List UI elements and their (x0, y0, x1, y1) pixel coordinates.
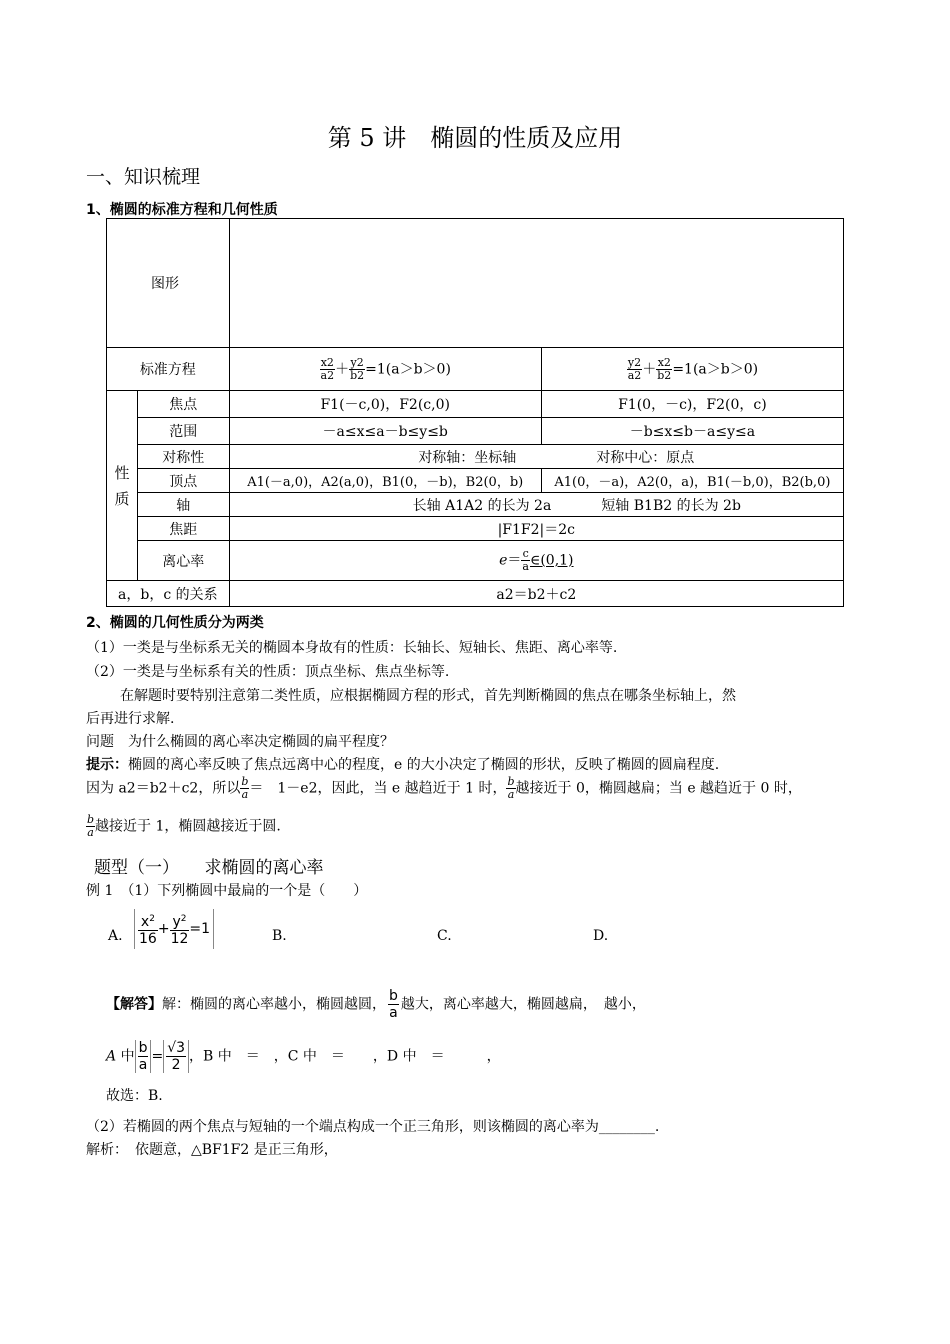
symmetry-value (229, 445, 843, 469)
hint-text: 椭圆的离心率反映了焦点远离中心的程度，e 的大小决定了椭圆的形状，反映了椭圆的圆扁程度. (128, 757, 720, 773)
example-1: 例 1 （1）下列椭圆中最扁的一个是（ ） (86, 883, 368, 899)
frac-b-a-box-2: $\frac{b}{a}$ (135, 1040, 152, 1073)
row-eq-label: 标准方程 (107, 348, 230, 391)
standard-equation-2: $\frac{y2}{a2}$ ＋ $\frac{x2}{b2}$ =1(a＞b＞0) (541, 348, 843, 391)
answer-1b: 越大，离心率越大，椭圆越扁， 越小， (400, 996, 646, 1013)
graph-area (229, 219, 843, 348)
hint-label: 提示： (86, 757, 128, 773)
symmetry-center: 对称中心：原点 (596, 449, 695, 466)
frac-y2-a2: $\frac{y2}{a2}$ (627, 355, 642, 382)
answer-1a: 解：椭圆的离心率越小，椭圆越圆， (162, 996, 386, 1013)
hint3-text: 越接近于 1，椭圆越接近于圆. (95, 818, 281, 835)
range-2: －b≤x≤b－a≤y≤a (541, 418, 843, 445)
vertex-1: A1(－a,0)，A2(a,0)，B1(0，－b)，B2(0，b) (229, 469, 541, 493)
frac-c-a: $\frac{c}{a}$ (522, 547, 529, 573)
frac-y2-b2: $\frac{y2}{b2}$ (350, 355, 365, 382)
hint-line-1 (86, 754, 719, 774)
frac-x2-a2: $\frac{x2}{a2}$ (320, 355, 335, 382)
question-2: （2）若椭圆的两个焦点与短轴的一个端点构成一个正三角形，则该椭圆的离心率为________. (86, 1119, 660, 1135)
option-a-box: $\frac{x^2}{16}$ + $\frac{y^2}{12}$ =1 (134, 909, 214, 949)
hint-line-2 (86, 776, 802, 801)
frac-sqrt3-2: $\frac{√3}{2}$ (163, 1040, 189, 1073)
properties-group-label (107, 391, 138, 581)
range-1: －a≤x≤a－b≤y≤b (229, 418, 541, 445)
vertex-label: 顶点 (137, 469, 229, 493)
ellipse-properties-table (106, 218, 844, 607)
section-heading: 一、知识梳理 (86, 166, 201, 188)
answer-label: 【解答】 (106, 996, 162, 1013)
paragraph-1: （1）一类是与坐标系无关的椭圆本身故有的性质：长轴长、短轴长、焦距、离心率等. (86, 640, 618, 656)
option-a-formula (134, 909, 214, 949)
option-b-label: B. (272, 928, 287, 944)
symmetry-axis: 对称轴：坐标轴 (418, 449, 517, 466)
foci-2: F1(0，－c)，F2(0，c) (541, 391, 843, 418)
foci-1: F1(－c,0)，F2(c,0) (229, 391, 541, 418)
page-title: 第 5 讲 椭圆的性质及应用 (327, 124, 623, 152)
answer-line-1 (106, 988, 646, 1021)
axis-short: 短轴 B1B2 的长为 2b (601, 497, 741, 514)
relation-value: a2＝b2＋c2 (229, 581, 843, 607)
eccentricity-label: 离心率 (137, 541, 229, 581)
option-a-label: A. (108, 928, 123, 944)
paragraph-3a: 在解题时要特别注意第二类性质，应根据椭圆方程的形式，首先判断椭圆的焦点在哪条坐标轴上，然 (120, 688, 736, 704)
hint2-a: 因为 a2＝b2＋c2，所以 (86, 780, 241, 797)
eccentricity-range: ∈(0,1) (529, 552, 574, 569)
frac-x2-b2: $\frac{x2}{b2}$ (657, 355, 672, 382)
vertex-2: A1(0，－a)，A2(0，a)，B1(－b,0)，B2(b,0) (541, 469, 843, 493)
eccentricity-value: e＝ $\frac{c}{a}$ ∈(0,1) (229, 541, 843, 581)
subsection-heading-2: 2、椭圆的几何性质分为两类 (86, 615, 264, 631)
axis-value (229, 493, 843, 517)
group-label-text: 性质 (114, 463, 130, 508)
eq2-tail: =1(a＞b＞0) (672, 361, 759, 377)
question: 问题 为什么椭圆的离心率决定椭圆的扁平程度？ (86, 734, 394, 750)
answer-2: ，B 中 ＝ ，C 中 ＝ ，D 中 ＝ ， (189, 1048, 501, 1065)
eq1-tail: =1(a＞b＞0) (365, 361, 451, 377)
subsection-heading-1: 1、椭圆的标准方程和几何性质 (86, 202, 278, 218)
row-graph-label: 图形 (107, 219, 230, 348)
relation-label: a，b，c 的关系 (107, 581, 230, 607)
focal-label: 焦距 (137, 517, 229, 541)
hint2-c: 越接近于 0，椭圆越扁；当 e 越趋近于 0 时， (515, 780, 802, 797)
type-heading: 题型（一） 求椭圆的离心率 (94, 858, 324, 878)
answer-line-2: A 中 $\frac{b}{a}$ = $\frac{√3}{2}$ ，B 中 ＝ ，C 中 ＝ ，D 中 ＝ ， (106, 1040, 501, 1073)
analysis: 解析： 依题意，△BF1F2 是正三角形， (86, 1142, 338, 1158)
frac-b-a-3: $\frac{b}{a}$ (87, 813, 95, 839)
focal-value: |F1F2|＝2c (229, 517, 843, 541)
axis-label: 轴 (137, 493, 229, 517)
option-d-label: D. (593, 928, 609, 944)
range-label: 范围 (137, 418, 229, 445)
axis-long: 长轴 A1A2 的长为 2a (412, 497, 552, 514)
frac-b-a-2: $\frac{b}{a}$ (507, 775, 515, 801)
hint-line-3 (86, 814, 281, 839)
symmetry-label: 对称性 (137, 445, 229, 469)
answer-choose: 故选：B. (106, 1088, 163, 1104)
option-c-label: C. (437, 928, 452, 944)
hint2-b: ＝ 1－e2，因此，当 e 越趋近于 1 时， (249, 780, 507, 797)
paragraph-3b: 后再进行求解. (86, 711, 175, 727)
paragraph-2: （2）一类是与坐标系有关的性质：顶点坐标、焦点坐标等. (86, 664, 450, 680)
foci-label: 焦点 (137, 391, 229, 418)
frac-b-a-box-1: $\frac{b}{a}$ (389, 988, 398, 1021)
frac-b-a-1: $\frac{b}{a}$ (241, 775, 249, 801)
standard-equation-1: $\frac{x2}{a2}$ ＋ $\frac{y2}{b2}$ =1(a＞b＞0) (229, 348, 541, 391)
